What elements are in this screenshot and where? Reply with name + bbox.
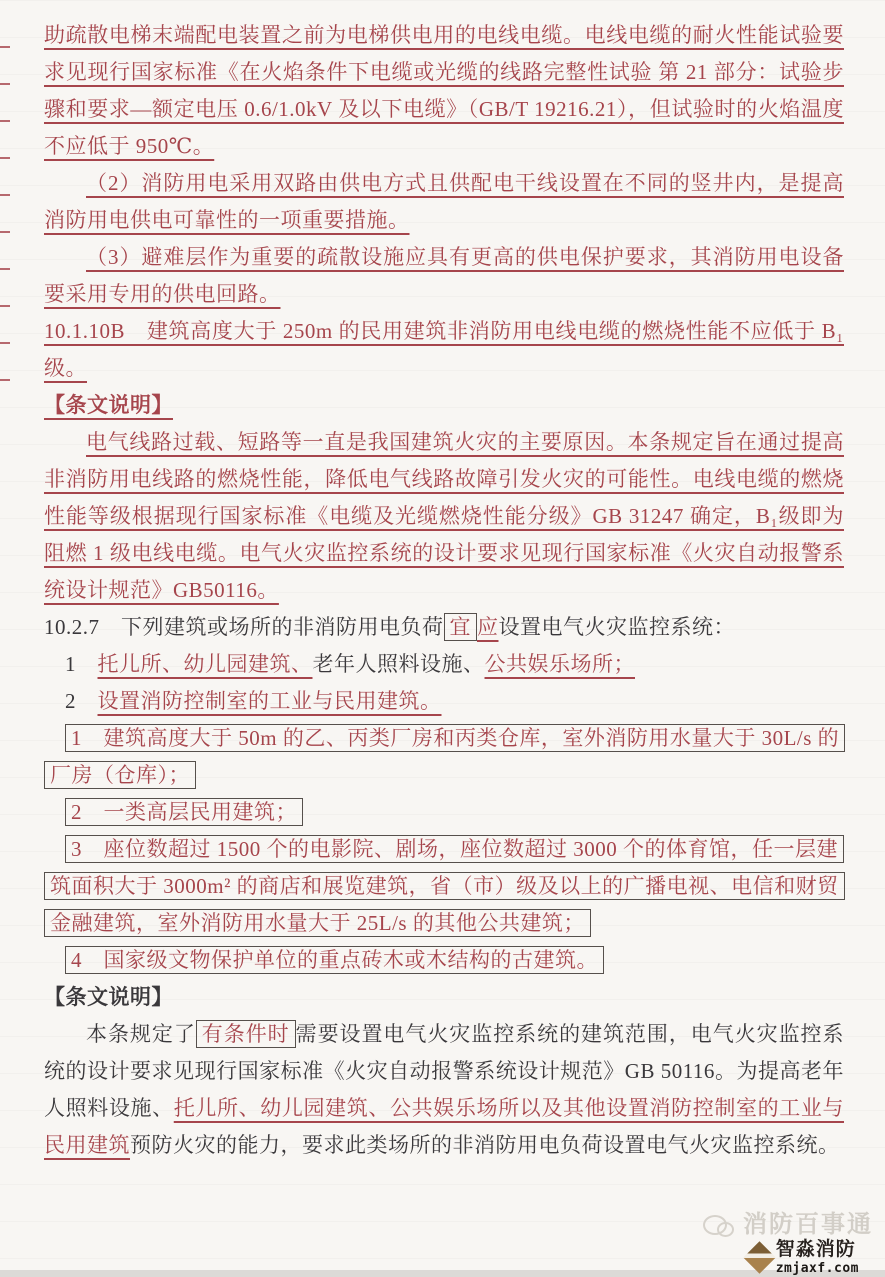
text-segment: 托儿所、幼儿园建筑、 xyxy=(97,652,313,676)
text-segment: 【条文说明】 xyxy=(44,393,173,417)
deleted-item-3-cinemas-stadiums xyxy=(44,831,844,942)
list-item-2-fire-control-room xyxy=(44,683,844,720)
text-segment: （2）消防用电采用双路由供电方式且供配电干线设置在不同的竖井内，是提高消防用电供电可靠性的一项重要措施。 xyxy=(44,171,844,232)
deleted-item-2-class-one-highrise xyxy=(44,794,844,831)
deleted-text-box: 宜 xyxy=(444,613,478,641)
watermark xyxy=(664,1197,879,1277)
text-segment: 应 xyxy=(477,615,499,639)
deleted-text-box: 4 国家级文物保护单位的重点砖木或木结构的古建筑。 xyxy=(65,946,604,974)
text-segment: 公共娱乐场所； xyxy=(484,652,635,676)
text-segment: 本条规定了 xyxy=(86,1022,196,1046)
diamond-logo-icon xyxy=(743,1241,776,1274)
deleted-item-4-heritage-buildings xyxy=(44,942,844,979)
text-segment: 预防火灾的能力，要求此类场所的非消防用电负荷设置电气火灾监控系统。 xyxy=(130,1133,840,1157)
brand-url: zmjaxf.com xyxy=(775,1261,859,1276)
text-segment: 10.1.10B 建筑高度大于 250m 的民用建筑非消防用电线电缆的燃烧性能不应低于 B₁级。 xyxy=(44,319,844,380)
para-elevator-cable-continuation xyxy=(44,17,844,165)
heading-clause-explanation-black xyxy=(44,979,844,1016)
text-segment: 设置电气火灾监控系统： xyxy=(498,615,735,639)
deleted-text-box: 1 建筑高度大于 50m 的乙、丙类厂房和丙类仓库，室外消防用水量大于 30L/s 的厂房（仓库）； xyxy=(44,724,845,789)
para-explanation-10-1-10B xyxy=(44,424,844,609)
deleted-text-box: 有条件时 xyxy=(196,1020,296,1048)
para-explanation-10-2-7 xyxy=(44,1016,844,1164)
text-segment: （3）避难层作为重要的疏散设施应具有更高的供电保护要求，其消防用电设备要采用专用的供电回路。 xyxy=(44,245,844,306)
chat-bubbles-icon xyxy=(703,1213,737,1239)
clause-10-2-7 xyxy=(44,609,844,646)
text-segment: 2 xyxy=(65,689,98,713)
brand-name: 智淼消防 xyxy=(775,1239,856,1260)
text-segment: 需要设置电气火灾监控系统的建筑范围，电气火灾监控系统的设计要求见现行国家标准《火灾自动报警系统设计规范》GB 50116。为提高老年人照料设施、 xyxy=(44,1022,845,1120)
heading-clause-explanation-red xyxy=(44,387,844,424)
text-segment: 老年人照料设施、 xyxy=(312,652,485,676)
deleted-text-box: 2 一类高层民用建筑； xyxy=(65,798,303,826)
text-segment: 10.2.7 下列建筑或场所的非消防用电负荷 xyxy=(44,615,444,639)
text-segment: 电气线路过载、短路等一直是我国建筑火灾的主要原因。本条规定旨在通过提高非消防用电线路的燃烧性能，降低电气线路故障引发火灾的可能性。电线电缆的燃烧性能等级根据现行国家标准《电缆及光缆燃烧性能分级》GB 31247 确定，B₁级即为阻燃 1 级电线电缆。电气火灾监控系统的设计要求见现行国家标准《火灾自动报警系统设计规范》GB50116。 xyxy=(44,430,844,602)
text-segment: 1 xyxy=(65,652,98,676)
deleted-text-box: 3 座位数超过 1500 个的电影院、剧场，座位数超过 3000 个的体育馆，任一层建筑面积大于 3000m² 的商店和展览建筑，省（市）级及以上的广播电视、电信和财贸金融建筑，室外消防用水量大于 25L/s 的其他公共建筑； xyxy=(44,835,845,937)
brand-logo xyxy=(744,1239,859,1277)
para-note-2-dual-power-supply xyxy=(44,165,844,239)
text-segment: 设置消防控制室的工业与民用建筑。 xyxy=(97,689,442,713)
watermark-overlay-text: 消防百事通 xyxy=(743,1212,873,1238)
text-segment: 【条文说明】 xyxy=(44,985,173,1009)
list-item-1-nursery-kindergarten xyxy=(44,646,844,683)
deleted-item-1-factories-warehouses xyxy=(44,720,844,794)
text-segment: 托儿所、幼儿园建筑、公共娱乐场所以及其他设置消防控制室的工业与民用建筑 xyxy=(44,1096,844,1157)
text-segment: 助疏散电梯末端配电装置之前为电梯供电用的电线电缆。电线电缆的耐火性能试验要求见现行国家标准《在火焰条件下电缆或光缆的线路完整性试验 第 21 部分：试验步骤和要求—额定电压 0.6/1.0kV 及以下电缆》（GB/T 19216.21），但试验时的火焰温度不应低于 950℃。 xyxy=(44,23,844,158)
para-note-3-refuge-floor xyxy=(44,239,844,313)
clause-10-1-10B xyxy=(44,313,844,387)
